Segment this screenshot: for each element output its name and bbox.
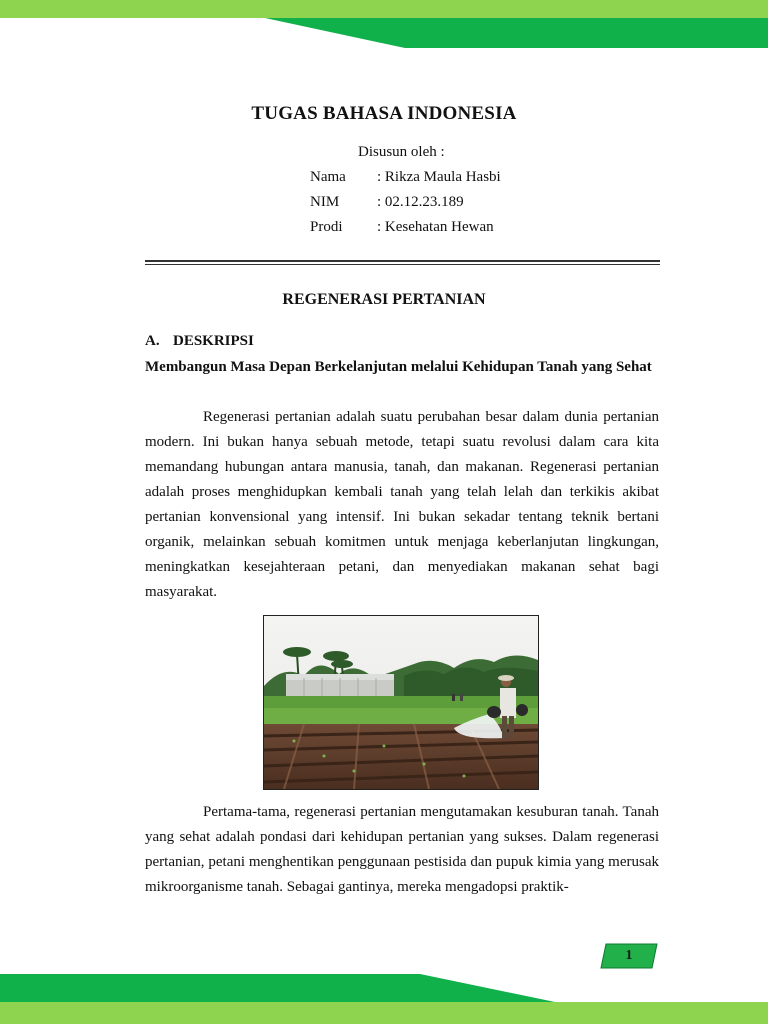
meta-key: Nama <box>310 169 346 185</box>
meta-value: : Kesehatan Hewan <box>377 219 494 235</box>
meta-value: : 02.12.23.189 <box>377 194 464 210</box>
farm-photo <box>263 615 539 790</box>
header-divider-thin <box>145 264 660 265</box>
page-title: TUGAS BAHASA INDONESIA <box>251 103 517 124</box>
subsection-subtitle: Membangun Masa Depan Berkelanjutan melalui Kehidupan Tanah yang Sehat <box>145 359 652 375</box>
meta-key: NIM <box>310 194 340 210</box>
bottom-decorative-band <box>0 970 768 1024</box>
meta-row-name <box>310 169 501 186</box>
meta-row-prodi <box>310 219 494 236</box>
meta-value: : Rikza Maula Hasbi <box>377 169 501 185</box>
subsection-label: DESKRIPSI <box>173 333 254 349</box>
meta-row-nim <box>310 194 464 211</box>
composed-by-label: Disusun oleh : <box>358 144 445 160</box>
subsection-number: A. <box>145 333 160 349</box>
top-decorative-band <box>0 0 768 48</box>
body-paragraph: Pertama-tama, regenerasi pertanian mengutamakan kesuburan tanah. Tanah yang sehat adalah pondasi dari kehidupan pertanian yang sukses. Dalam regenerasi pertanian, petani menghentikan penggunaan pestisida dan pupuk kimia yang merusak mikroorganisme tanah. Sebagai gantinya, mereka mengadopsi praktik- <box>145 804 659 895</box>
page-number-badge <box>600 943 658 969</box>
header-divider-thick <box>145 260 660 262</box>
page-number: 1 <box>625 948 633 963</box>
subsection-heading <box>145 333 254 350</box>
section-title: REGENERASI PERTANIAN <box>282 291 486 308</box>
body-paragraph: Regenerasi pertanian adalah suatu perubahan besar dalam dunia pertanian modern. Ini bukan hanya sebuah metode, tetapi suatu revolusi dalam cara kita memandang hubungan antara manusia, tanah, dan makanan. Regenerasi pertanian adalah proses menghidupkan kembali tanah yang telah lelah dan terkikis akibat pertanian konvensional yang intensif. Ini bukan sekadar tentang teknik bertani organik, melainkan sebuah komitmen untuk menjaga keberlanjutan lingkungan, meningkatkan kesejahteraan petani, dan menyediakan makanan sehat bagi masyarakat. <box>145 409 659 600</box>
meta-key: Prodi <box>310 219 343 235</box>
